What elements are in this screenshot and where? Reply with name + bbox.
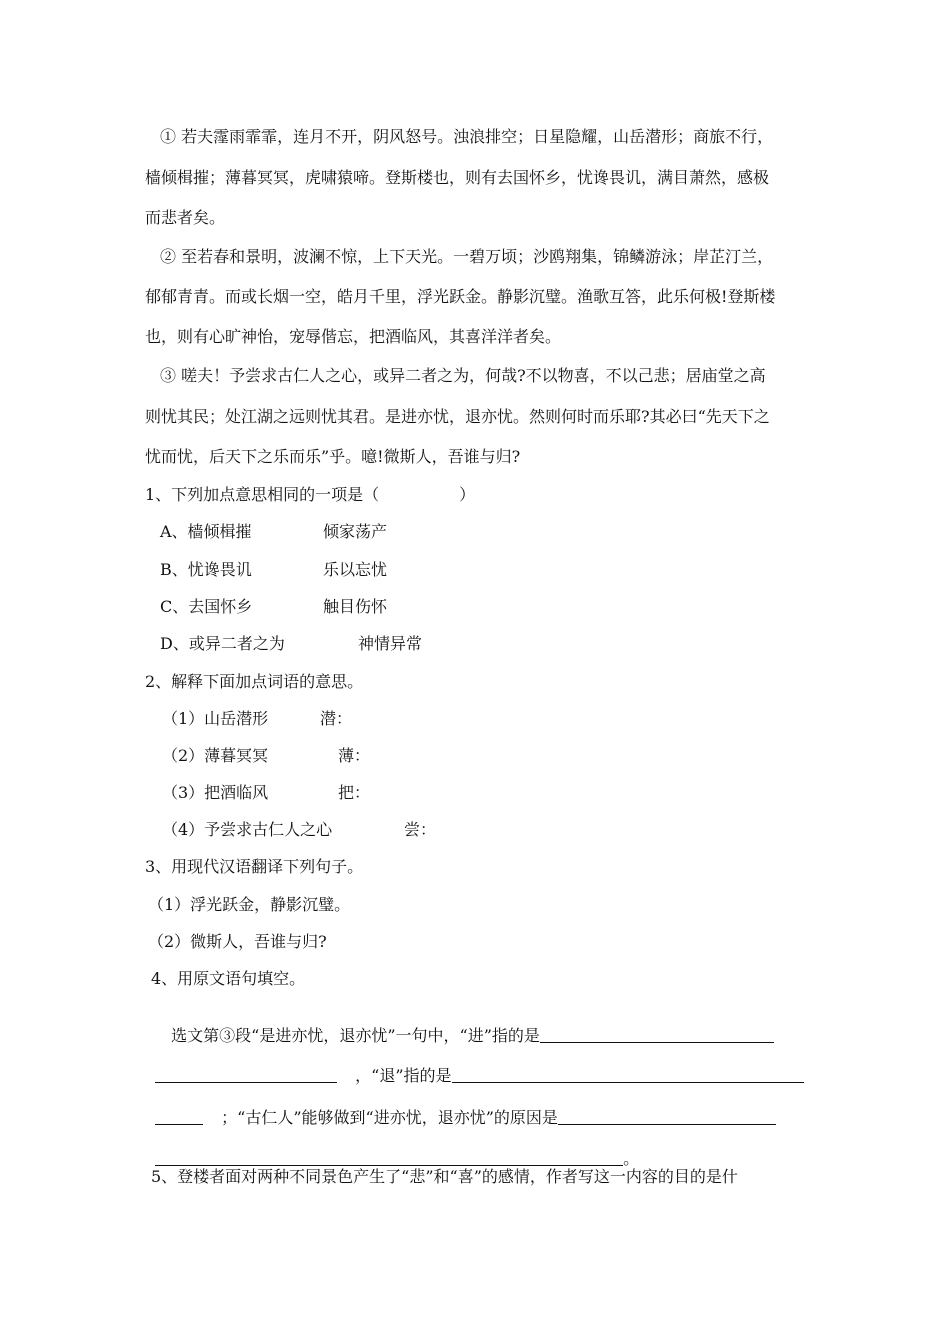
passage-p3-line-2: 则忧其民；处江湖之远则忧其君。是进亦忧，退亦忧。然则何时而乐耶?其必曰“先天下之 xyxy=(145,407,770,426)
q1-option-b: B、忧谗畏讥 xyxy=(160,560,252,579)
q4-answer-blank-6[interactable] xyxy=(155,1149,623,1166)
q4-line-1 xyxy=(161,1006,774,1046)
q1-option-a-compare: 倾家荡产 xyxy=(323,522,388,541)
q4-answer-blank-2[interactable] xyxy=(155,1066,337,1083)
q2-item-3-word: 把： xyxy=(338,783,371,802)
q4-answer-blank-4[interactable] xyxy=(155,1108,203,1125)
q2-item-4-word: 尝： xyxy=(404,820,437,839)
q2-item-2: （2）薄暮冥冥 xyxy=(162,746,269,765)
q4-answer-blank-3[interactable] xyxy=(452,1066,804,1083)
q1-option-c: C、去国怀乡 xyxy=(160,597,253,616)
passage-p3-line-3: 忧而忧，后天下之乐而乐”乎。噫!微斯人，吾谁与归? xyxy=(145,447,521,466)
q4-answer-blank-5[interactable] xyxy=(558,1108,776,1125)
q2-item-1-word: 潜： xyxy=(320,709,353,728)
q1-option-d-compare: 神情异常 xyxy=(358,634,423,653)
q4-line-3 xyxy=(145,1088,776,1128)
passage-p2-line-2: 郁郁青青。而或长烟一空，皓月千里，浮光跃金。静影沉璧。渔歌互答，此乐何极!登斯楼 xyxy=(145,287,776,306)
q1-option-a: A、樯倾楫摧 xyxy=(160,522,252,541)
q3-item-1: （1）浮光跃金，静影沉璧。 xyxy=(148,895,351,914)
q2-item-1: （1）山岳潜形 xyxy=(162,709,269,728)
q4-line-4 xyxy=(145,1129,639,1169)
q1-stem: 1、下列加点意思相同的一项是（ ） xyxy=(145,485,476,504)
q2-item-4: （4）予尝求古仁人之心 xyxy=(162,820,333,839)
q2-stem: 2、解释下面加点词语的意思。 xyxy=(145,672,364,691)
q5-stem: 5、登楼者面对两种不同景色产生了“悲”和“喜”的感情，作者写这一内容的目的是什 xyxy=(151,1167,738,1186)
q4-line-2 xyxy=(145,1046,804,1086)
passage-p1-line-3: 而悲者矣。 xyxy=(145,208,226,227)
passage-p2-line-1: ② 至若春和景明，波澜不惊，上下天光。一碧万顷；沙鸥翔集，锦鳞游泳；岸芷汀兰， xyxy=(160,247,774,266)
q1-option-b-compare: 乐以忘忧 xyxy=(323,560,388,579)
q4-line-3-text: ；“古仁人”能够做到“进亦忧，退亦忧”的原因是 xyxy=(221,1108,558,1127)
q4-line-2-text: ，“退”指的是 xyxy=(355,1066,452,1085)
q3-item-2: （2）微斯人，吾谁与归? xyxy=(148,932,327,951)
passage-p2-line-3: 也，则有心旷神怡，宠辱偕忘，把酒临风，其喜洋洋者矣。 xyxy=(145,327,562,346)
q3-stem: 3、用现代汉语翻译下列句子。 xyxy=(145,857,364,876)
q2-item-2-word: 薄： xyxy=(338,746,371,765)
passage-p3-line-1: ③ 嗟夫！予尝求古仁人之心，或异二者之为，何哉?不以物喜，不以己悲；居庙堂之高 xyxy=(160,366,766,385)
q1-option-c-compare: 触目伤怀 xyxy=(323,597,388,616)
passage-p1-line-1: ① 若夫霪雨霏霏，连月不开，阴风怒号。浊浪排空；日星隐耀，山岳潜形；商旅不行， xyxy=(160,127,774,146)
q4-answer-blank-1[interactable] xyxy=(540,1026,774,1043)
q4-line-4-end: 。 xyxy=(623,1149,640,1168)
passage-p1-line-2: 樯倾楫摧；薄暮冥冥，虎啸猿啼。登斯楼也，则有去国怀乡，忧谗畏讥，满目萧然，感极 xyxy=(145,168,770,187)
q1-option-d: D、或异二者之为 xyxy=(160,634,285,653)
q4-stem: 4、用原文语句填空。 xyxy=(151,969,306,988)
q4-line-1-text: 选文第③段“是进亦忧，退亦忧”一句中，“进”指的是 xyxy=(171,1026,540,1045)
q2-item-3: （3）把酒临风 xyxy=(162,783,269,802)
